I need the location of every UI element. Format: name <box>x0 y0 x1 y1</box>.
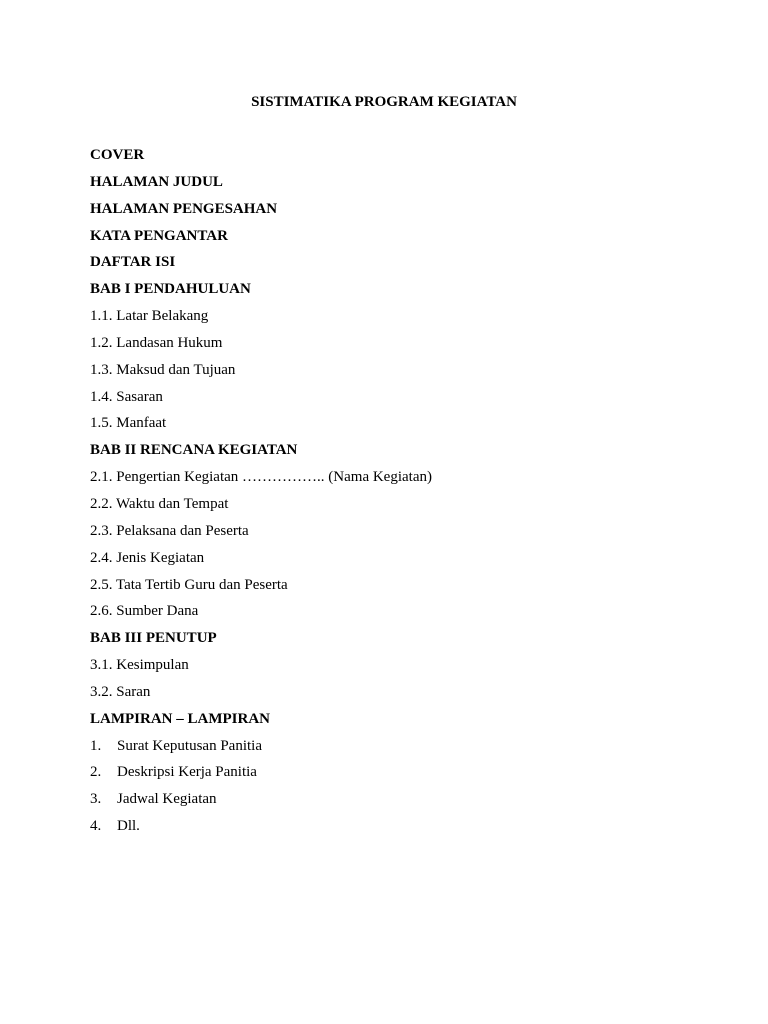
attachment-label: Deskripsi Kerja Panitia <box>117 764 257 781</box>
toc-heading-daftar-isi: DAFTAR ISI <box>90 254 176 271</box>
attachment-number: 2. <box>90 764 102 781</box>
toc-item-2-3: 2.3. Pelaksana dan Peserta <box>90 522 249 539</box>
document-title: SISTIMATIKA PROGRAM KEGIATAN <box>251 94 517 110</box>
table-of-contents <box>90 145 690 843</box>
toc-heading-lampiran: LAMPIRAN – LAMPIRAN <box>90 710 270 727</box>
toc-heading-bab-2: BAB II RENCANA KEGIATAN <box>90 442 298 459</box>
toc-heading-kata-pengantar: KATA PENGANTAR <box>90 227 228 244</box>
toc-item-3-1: 3.1. Kesimpulan <box>90 657 189 674</box>
toc-item-2-2: 2.2. Waktu dan Tempat <box>90 495 229 512</box>
attachment-number: 1. <box>90 737 102 754</box>
attachment-item-2 <box>90 762 690 789</box>
toc-heading-bab-1: BAB I PENDAHULUAN <box>90 281 251 298</box>
attachment-label: Dll. <box>117 818 140 835</box>
toc-item-1-4: 1.4. Sasaran <box>90 388 163 405</box>
attachment-label: Surat Keputusan Panitia <box>117 737 262 754</box>
toc-heading-cover: COVER <box>90 147 145 163</box>
toc-item-2-5: 2.5. Tata Tertib Guru dan Peserta <box>90 576 288 593</box>
toc-item-2-1: 2.1. Pengertian Kegiatan …………….. (Nama Kegiatan) <box>90 469 432 486</box>
toc-item-2-4: 2.4. Jenis Kegiatan <box>90 549 205 566</box>
toc-item-1-2: 1.2. Landasan Hukum <box>90 334 223 351</box>
attachment-label: Jadwal Kegiatan <box>117 791 217 808</box>
toc-item-2-6: 2.6. Sumber Dana <box>90 603 199 620</box>
toc-heading-halaman-judul: HALAMAN JUDUL <box>90 173 223 190</box>
toc-item-1-5: 1.5. Manfaat <box>90 415 167 432</box>
toc-item-1-3: 1.3. Maksud dan Tujuan <box>90 361 236 378</box>
attachment-number: 3. <box>90 791 102 808</box>
toc-heading-halaman-pengesahan: HALAMAN PENGESAHAN <box>90 200 278 217</box>
toc-heading-bab-3: BAB III PENUTUP <box>90 630 217 647</box>
attachment-item-1 <box>90 736 690 763</box>
toc-item-3-2: 3.2. Saran <box>90 683 151 700</box>
toc-item-1-1: 1.1. Latar Belakang <box>90 308 209 325</box>
attachment-item-3 <box>90 789 690 816</box>
attachment-number: 4. <box>90 818 102 835</box>
attachment-item-4 <box>90 816 690 843</box>
